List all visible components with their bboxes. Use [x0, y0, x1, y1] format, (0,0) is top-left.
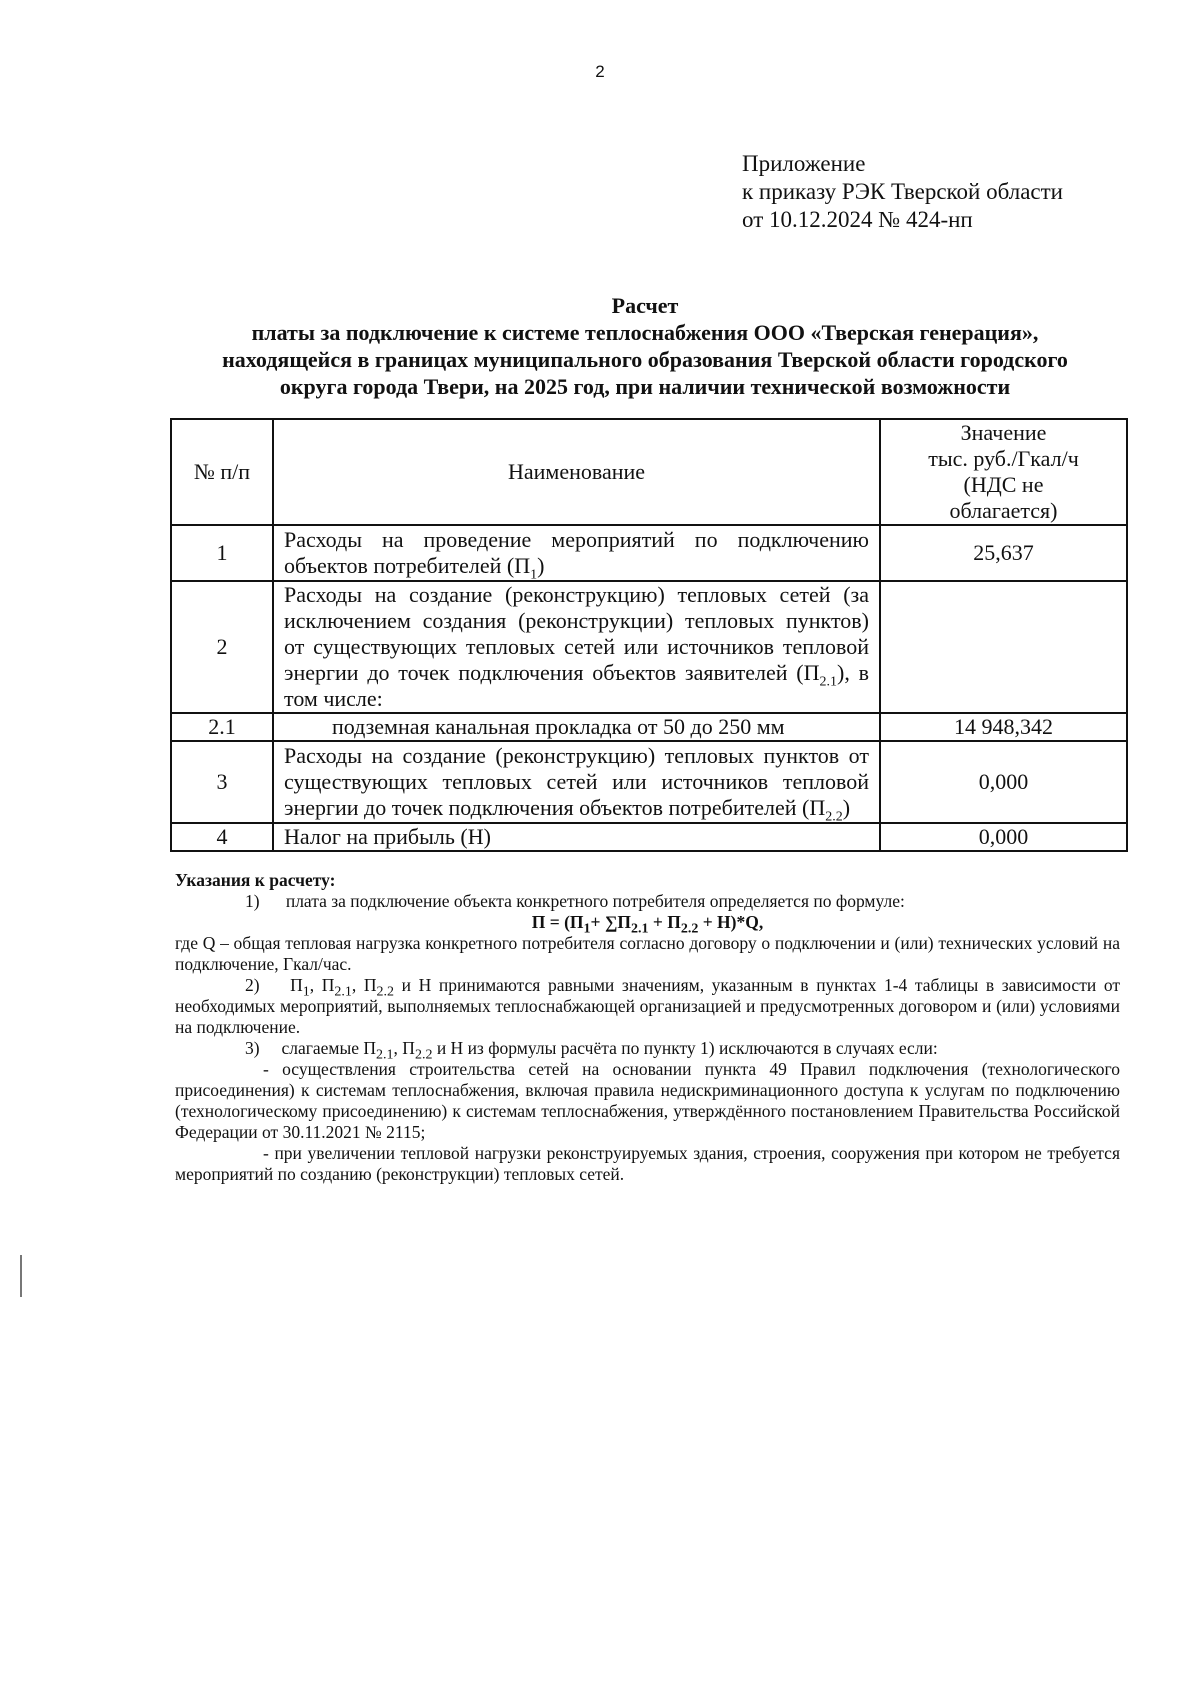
- table-row: [171, 741, 1127, 823]
- formula-part: + П: [648, 912, 681, 932]
- note-3-subscript: 2.1: [376, 1047, 394, 1063]
- note-2-part: П: [290, 975, 303, 995]
- row-value: 25,637: [880, 525, 1127, 581]
- row-name-tail: ), в том числе:: [284, 660, 869, 711]
- title-line-1: Расчет: [611, 293, 679, 318]
- header-num: № п/п: [171, 419, 273, 525]
- table-header-row: [171, 419, 1127, 525]
- note-2-part: , П: [309, 975, 335, 995]
- note-3-part: слагаемые П: [281, 1038, 377, 1058]
- row-name-text: Расходы на проведение мероприятий по подключению объектов потребителей (П: [284, 527, 869, 578]
- note-1-text: плата за подключение объекта конкретного потребителя определяется по формуле:: [285, 891, 905, 911]
- appendix-line-2: к приказу РЭК Тверской области: [742, 179, 1063, 204]
- row-name-subscript: 2.1: [819, 674, 837, 690]
- row-num: 1: [171, 525, 273, 581]
- header-value-l2: тыс. руб./Гкал/ч: [928, 446, 1079, 471]
- row-value: 0,000: [880, 741, 1127, 823]
- header-value: [880, 419, 1127, 525]
- formula: [175, 912, 1120, 937]
- formula-part: + Н)*Q,: [698, 912, 764, 932]
- note-2-part: , П: [351, 975, 377, 995]
- header-value-l3: (НДС не: [963, 472, 1044, 497]
- row-num: 2.1: [171, 713, 273, 741]
- title-line-3: находящейся в границах муниципального образования Тверской области городского: [222, 347, 1068, 372]
- note-3-number: 3): [245, 1038, 260, 1058]
- table-row: [171, 823, 1127, 851]
- note-2-subscript: 2.1: [334, 984, 352, 1000]
- table-row: [171, 713, 1127, 741]
- title-line-4: округа города Твери, на 2025 год, при наличии технической возможности: [279, 374, 1011, 399]
- formula-subscript: 2.1: [630, 921, 649, 937]
- appendix-block: [742, 150, 1063, 234]
- row-name-tail: ): [842, 795, 851, 820]
- row-name-subscript: 2.2: [825, 809, 843, 825]
- calculation-table: [170, 418, 1128, 852]
- row-name: Налог на прибыль (Н): [273, 823, 880, 851]
- row-name-subscript: 1: [530, 567, 538, 583]
- row-value: 0,000: [880, 823, 1127, 851]
- formula-part: П = (П: [531, 912, 584, 932]
- row-name: [273, 741, 880, 823]
- row-name: [273, 525, 880, 581]
- note-2-number: 2): [245, 975, 260, 995]
- row-name: подземная канальная прокладка от 50 до 250 мм: [273, 713, 880, 741]
- row-name-tail: ): [537, 553, 545, 578]
- note-2-subscript: 2.2: [376, 984, 394, 1000]
- table-row: [171, 581, 1127, 713]
- note-3-part: и Н из формулы расчёта по пункту 1) исключаются в случаях если:: [432, 1038, 938, 1058]
- appendix-line-3: от 10.12.2024 № 424-нп: [742, 207, 973, 232]
- formula-part: + ∑П: [590, 912, 631, 932]
- note-3: [175, 1038, 1120, 1063]
- table-row: [171, 525, 1127, 581]
- row-name-text: Расходы на создание (реконструкцию) тепловых сетей (за исключением создания (реконструкции) тепловых пунктов) от существующих тепловых сетей или источников тепловой энергии до точек подключения объектов заявителей (П: [284, 582, 869, 685]
- title-line-2: платы за подключение к системе теплоснабжения ООО «Тверская генерация»,: [251, 320, 1039, 345]
- row-name-text: Расходы на создание (реконструкцию) тепловых пунктов от существующих тепловых сетей или источников тепловой энергии до точек подключения объектов потребителей (П: [284, 743, 869, 820]
- appendix-line-1: Приложение: [742, 151, 866, 176]
- note-3-bullet-1: - осуществления строительства сетей на основании пункта 49 Правил подключения (технологического присоединения) к системам теплоснабжения, включая правила недискриминационного доступа к услугам по подключению (технологическому присоединению) к системам теплоснабжения, утверждённого постановлением Правительства Российской Федерации от 30.11.2021 № 2115;: [175, 1059, 1120, 1142]
- page-number: 2: [595, 62, 605, 81]
- note-2-subscript: 1: [302, 984, 310, 1000]
- note-1-where: где Q – общая тепловая нагрузка конкретного потребителя согласно договору о подключении и (или) технических условий на подключение, Гкал/час.: [175, 933, 1120, 974]
- row-num: 2: [171, 581, 273, 713]
- header-value-l4: облагается): [949, 498, 1058, 523]
- document-title: [160, 292, 1130, 400]
- note-3-subscript: 2.2: [414, 1047, 433, 1063]
- note-2-part: и Н принимаются равными значениям, указанным в пунктах 1-4 таблицы в зависимости от необходимых мероприятий, выполняемых теплоснабжающей организацией и предусмотренных договором и (или) условиями на подключение.: [175, 975, 1121, 1037]
- scan-margin-mark: [20, 1255, 22, 1297]
- notes-heading: Указания к расчету:: [175, 870, 336, 890]
- note-2: [175, 975, 1120, 1038]
- header-name: Наименование: [273, 419, 880, 525]
- formula-subscript: 1: [583, 921, 591, 937]
- row-name: [273, 581, 880, 713]
- row-num: 3: [171, 741, 273, 823]
- note-1-number: 1): [245, 891, 260, 911]
- header-value-l1: Значение: [960, 420, 1047, 445]
- note-1: [175, 891, 1120, 912]
- row-num: 4: [171, 823, 273, 851]
- formula-subscript: 2.2: [680, 921, 699, 937]
- note-3-part: , П: [393, 1038, 415, 1058]
- calculation-notes: [175, 870, 1120, 1185]
- note-3-bullet-2: - при увеличении тепловой нагрузки реконструируемых здания, строения, сооружения при котором не требуется мероприятий по созданию (реконструкции) тепловых сетей.: [175, 1143, 1120, 1184]
- row-value: 14 948,342: [880, 713, 1127, 741]
- row-value: [880, 581, 1127, 713]
